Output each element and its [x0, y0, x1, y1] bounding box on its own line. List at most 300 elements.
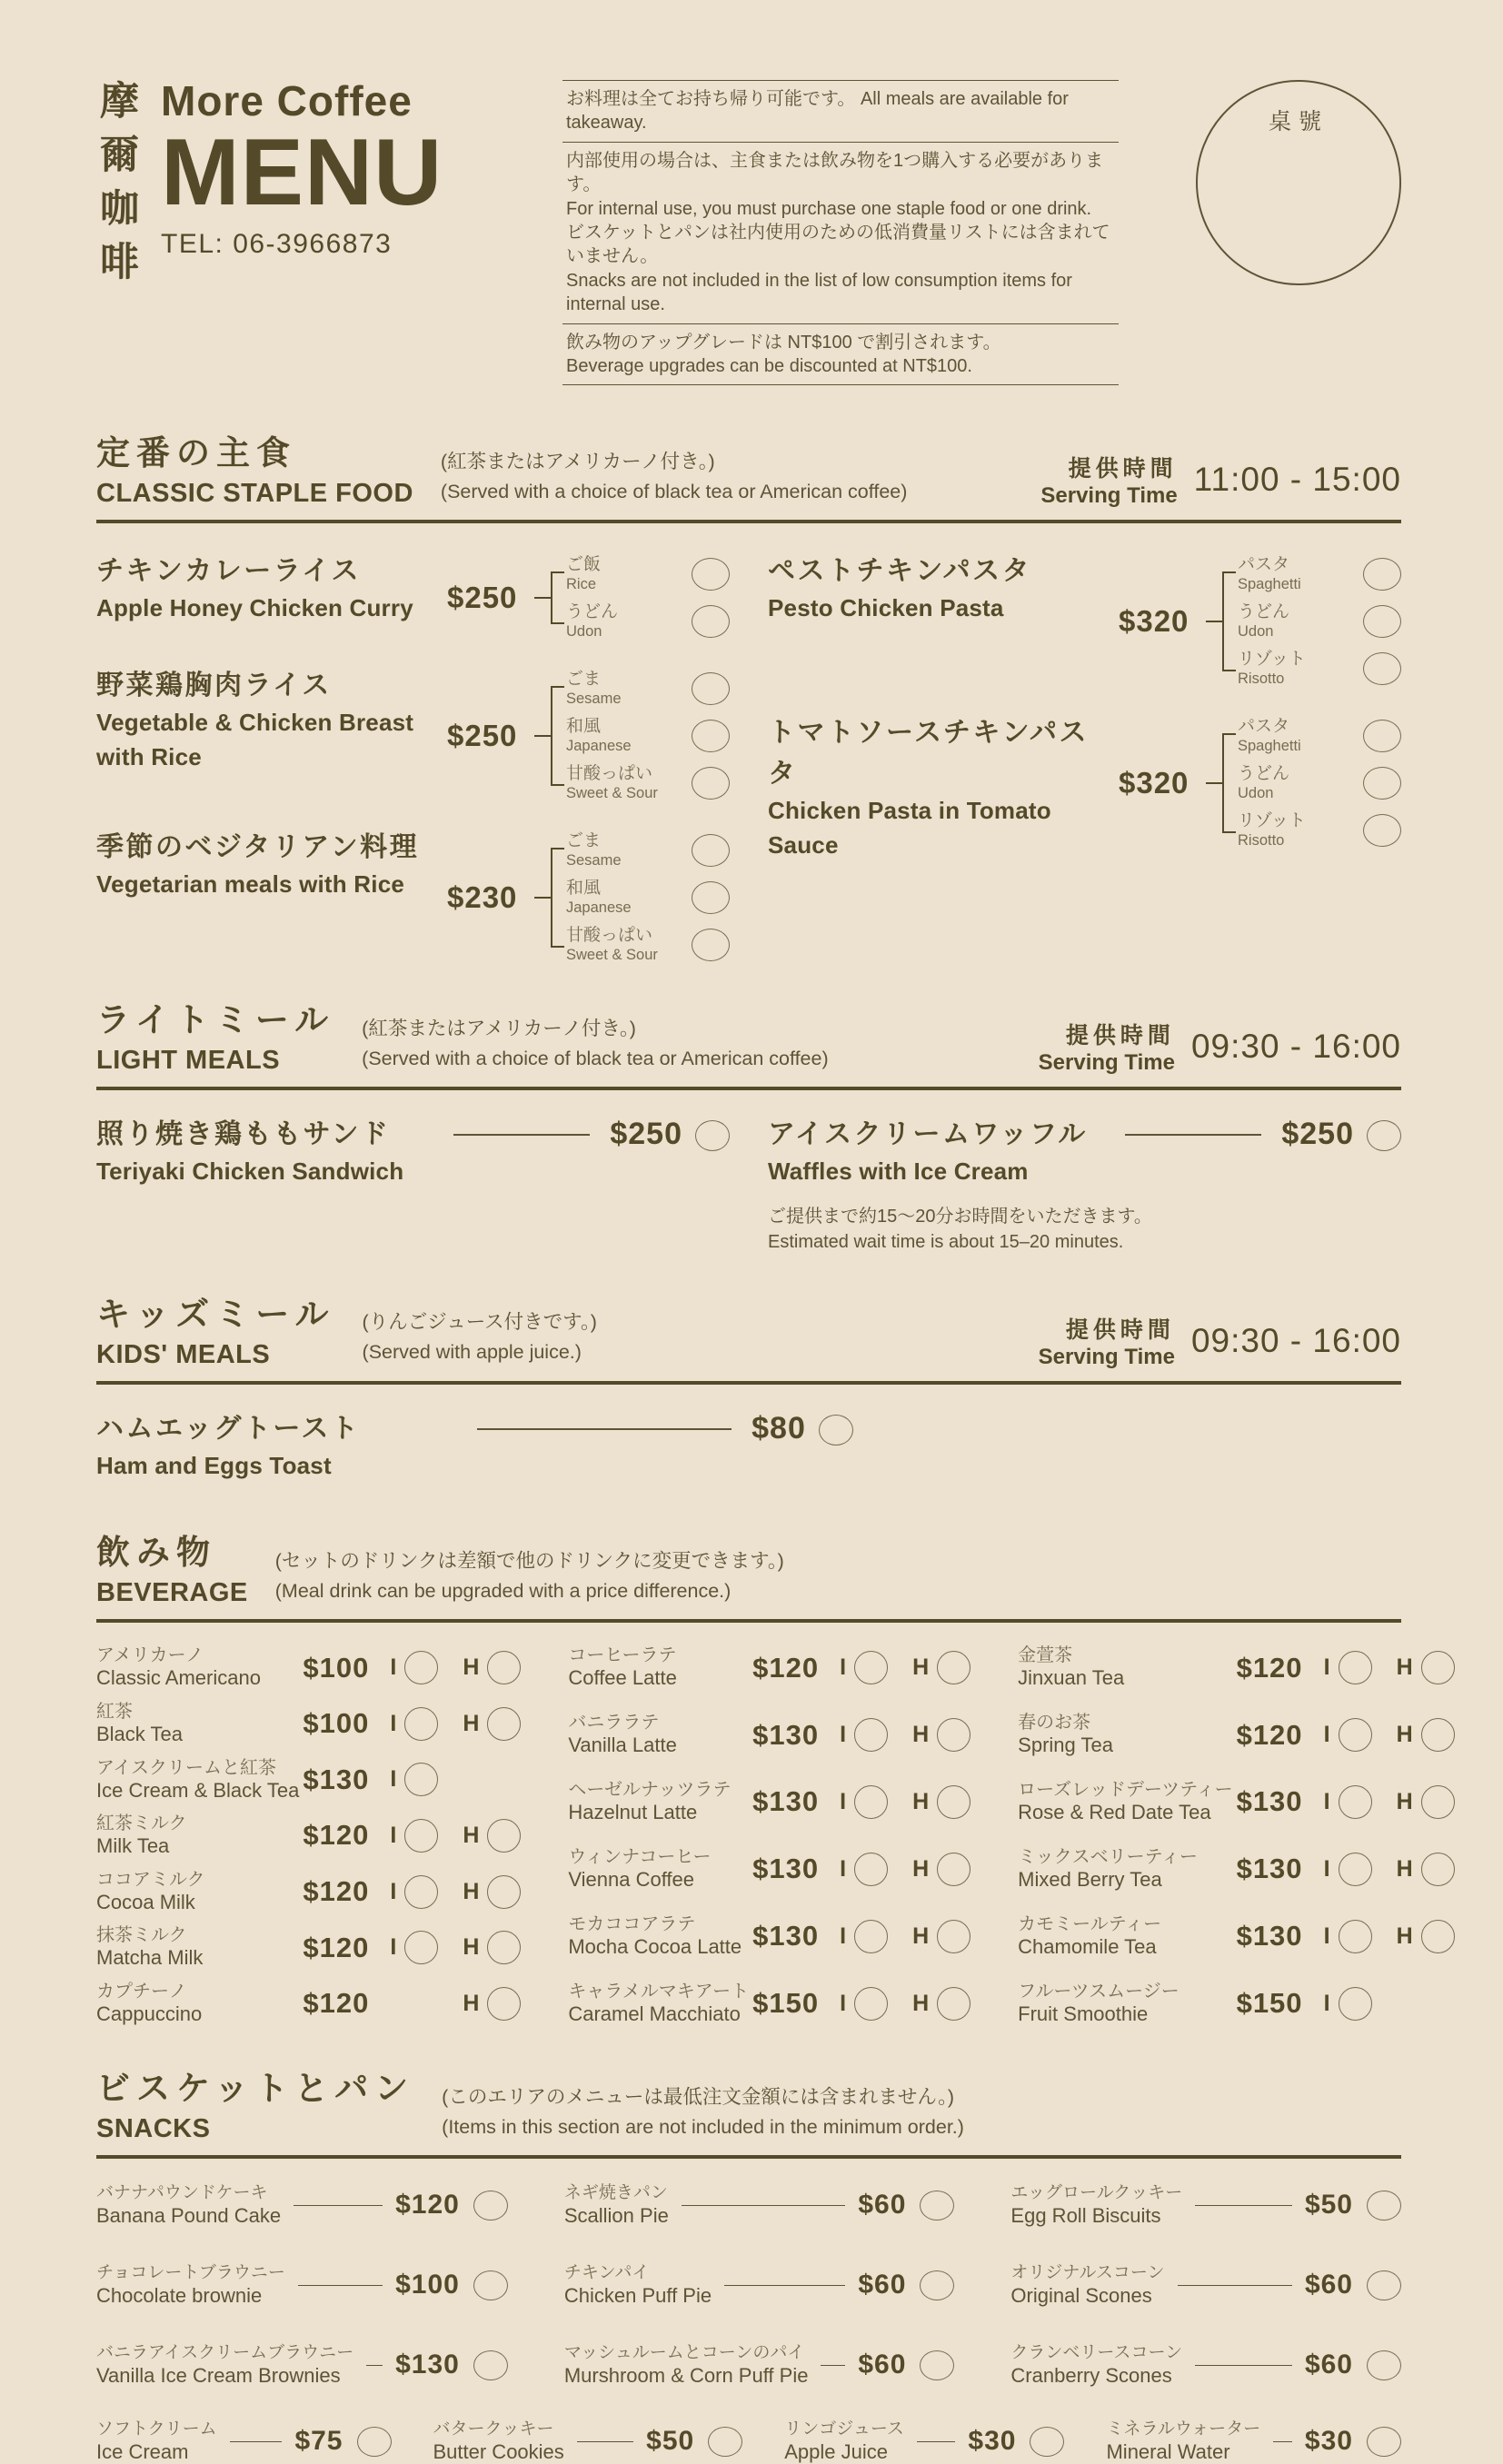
beverage-name-en: Matcha Milk: [96, 1946, 204, 1970]
wait-time-note: [768, 1204, 1401, 1256]
iced-select-circle[interactable]: [404, 1819, 438, 1853]
option-labels: [566, 670, 692, 708]
hot-select-circle[interactable]: [487, 1707, 521, 1741]
beverage-price: $130: [752, 1718, 820, 1751]
bracket-dash: [534, 897, 551, 899]
beverage-name-jp: カプチーノ: [96, 1982, 187, 2002]
option-name-en: Japanese: [566, 737, 632, 754]
hot-select-circle[interactable]: [1421, 1785, 1455, 1819]
section-note-jp: (紅茶またはアメリカーノ付き。): [440, 450, 715, 472]
snack-name-en: Original Scones: [1010, 2283, 1152, 2307]
beverage-name-en: Cocoa Milk: [96, 1890, 195, 1913]
order-select-circle[interactable]: [920, 2191, 954, 2221]
section-header-light-meals: [96, 992, 1401, 1090]
iced-select-circle[interactable]: [1339, 1987, 1372, 2021]
order-select-circle[interactable]: [920, 2270, 954, 2300]
option-name-en: Sesame: [566, 690, 622, 707]
dish-options: [1238, 712, 1401, 854]
beverage-price: $130: [752, 1853, 820, 1885]
option-labels: [566, 764, 692, 802]
beverage-names: [568, 1779, 752, 1824]
dish-name-jp: 野菜鶏胸肉ライス: [96, 671, 332, 701]
beverage-price: $150: [1236, 1987, 1303, 2020]
price-rule: [577, 2441, 633, 2443]
hot-slot: [1397, 1853, 1469, 1886]
beverage-name-en: Vienna Coffee: [568, 1868, 694, 1892]
section-note-en: (Served with apple juice.): [362, 1341, 582, 1364]
option-labels: [1238, 717, 1363, 755]
iced-label: I: [840, 1788, 847, 1814]
beverage-row: [96, 1701, 535, 1746]
dish-name-en: Ham and Eggs Toast: [96, 1451, 332, 1479]
snack-item: [784, 2419, 1064, 2464]
hot-label: H: [463, 1654, 480, 1681]
beverage-name-en: Mocha Cocoa Latte: [568, 1935, 742, 1959]
option-name-en: Risotto: [1238, 670, 1285, 687]
snack-name-en: Banana Pound Cake: [96, 2203, 282, 2227]
section-title-jp: 定番の主食: [96, 434, 296, 472]
snack-name-jp: バニラアイスクリームブラウニー: [96, 2343, 354, 2363]
hot-select-circle[interactable]: [937, 1853, 970, 1886]
section-header-snacks: [96, 2061, 1401, 2159]
dish-name-jp: ペストチキンパスタ: [768, 556, 1032, 587]
option-select-circle[interactable]: [692, 558, 730, 591]
iced-label: I: [390, 1934, 397, 1961]
iced-slot: [1324, 1987, 1397, 2021]
snack-name-jp: クランベリースコーン: [1010, 2343, 1183, 2363]
beverage-names: [568, 1712, 752, 1757]
option-select-circle[interactable]: [692, 834, 730, 867]
kids-meal-items: [96, 1408, 853, 1484]
snack-names: [433, 2419, 564, 2464]
snack-name-jp: マッシュルームとコーンのパイ: [563, 2343, 805, 2363]
beverage-name-jp: 春のお茶: [1018, 1713, 1091, 1734]
iced-label: I: [390, 1654, 397, 1681]
option-select-circle[interactable]: [1363, 720, 1401, 752]
iced-select-circle[interactable]: [1339, 1853, 1372, 1886]
iced-label: I: [840, 1722, 847, 1748]
snack-names: [1106, 2419, 1260, 2464]
dish-name-jp: 季節のベジタリアン料理: [96, 832, 420, 863]
hot-label: H: [463, 1934, 480, 1961]
section-note-jp: (セットのドリンクは差額で他のドリンクに変更できます。): [274, 1549, 784, 1572]
dish-name-en: Pesto Chicken Pasta: [768, 594, 1004, 622]
snack-name-jp: チョコレートブラウニー: [96, 2263, 285, 2283]
snack-name-jp: チキンパイ: [563, 2263, 650, 2283]
hot-select-circle[interactable]: [937, 1718, 970, 1752]
table-number-circle[interactable]: [1196, 80, 1401, 285]
option-name-en: Sesame: [566, 851, 622, 869]
option-select-circle[interactable]: [1363, 558, 1401, 591]
beverage-row: [568, 1913, 985, 1959]
hot-label: H: [1396, 1855, 1413, 1882]
shop-name: More Coffee: [161, 77, 413, 124]
note-line: 飲み物のアップグレードは NT$100 で割引されます。: [566, 332, 1001, 353]
dish-name-jp: ハムエッグトースト: [96, 1413, 361, 1444]
beverage-price: $120: [303, 1931, 370, 1963]
iced-slot: [1324, 1853, 1397, 1886]
option-name-en: Japanese: [566, 899, 632, 916]
snack-price: $50: [646, 2426, 695, 2457]
hot-slot: [463, 1819, 535, 1853]
section-titles: [96, 1525, 248, 1608]
dish-price: $250: [610, 1117, 682, 1152]
dish-name-en: Teriyaki Chicken Sandwich: [96, 1157, 404, 1186]
beverage-names: [568, 1981, 752, 2026]
dish-order-area: [1119, 712, 1401, 854]
price-rule: [453, 1134, 590, 1136]
option-labels: [566, 879, 692, 917]
option-name-en: Spaghetti: [1238, 737, 1301, 754]
hot-select-circle[interactable]: [937, 1651, 970, 1684]
hot-label: H: [1396, 1722, 1413, 1748]
option-name-jp: ご飯: [566, 555, 602, 575]
serving-label-en: Serving Time: [1040, 483, 1178, 509]
staple-items: [96, 551, 1401, 989]
iced-select-circle[interactable]: [404, 1707, 438, 1741]
iced-label: I: [840, 1855, 847, 1882]
beverage-row: [568, 1712, 985, 1757]
beverage-name-en: Caramel Macchiato: [568, 2002, 741, 2026]
beverage-price: $130: [1236, 1785, 1303, 1818]
snack-name-jp: エッグロールクッキー: [1010, 2183, 1183, 2203]
iced-label: I: [1323, 1654, 1330, 1681]
dish-order-area: [447, 827, 730, 969]
snack-name-en: Cranberry Scones: [1010, 2363, 1172, 2387]
beverage-row: [96, 1981, 535, 2026]
snack-name-en: Mineral Water: [1106, 2439, 1230, 2463]
hot-select-circle[interactable]: [487, 1819, 521, 1853]
section-title-jp: ライトミール: [96, 1001, 335, 1039]
option-row: [566, 827, 730, 874]
iced-select-circle[interactable]: [404, 1763, 438, 1796]
hot-slot: [463, 1987, 535, 2021]
option-select-circle[interactable]: [692, 672, 730, 705]
snack-column: [1010, 2182, 1401, 2388]
dish-price: $250: [447, 719, 518, 753]
snack-items: [96, 2182, 1401, 2388]
dish-names: [96, 551, 447, 626]
header-notes: [562, 80, 1119, 385]
beverage-names: [1018, 1913, 1236, 1959]
snack-item: [564, 2182, 955, 2228]
order-select-circle[interactable]: [695, 1120, 730, 1151]
option-row: [566, 921, 730, 969]
snack-price: $30: [1304, 2426, 1353, 2457]
iced-slot: [390, 1875, 463, 1909]
snack-names: [564, 2182, 669, 2228]
order-select-circle[interactable]: [1367, 1120, 1401, 1151]
snack-price: $75: [294, 2426, 343, 2457]
serving-time-value: 09:30 - 16:00: [1190, 1321, 1401, 1359]
beverage-price: $130: [1236, 1853, 1303, 1885]
hot-select-circle[interactable]: [937, 1987, 970, 2021]
menu-line-item: [768, 1114, 1401, 1189]
staple-column: [96, 551, 730, 989]
option-select-circle[interactable]: [1363, 814, 1401, 847]
option-select-circle[interactable]: [692, 767, 730, 800]
option-row: [566, 665, 730, 712]
brand-block: [161, 76, 542, 260]
order-select-circle[interactable]: [357, 2427, 392, 2457]
iced-label: I: [1323, 1788, 1330, 1814]
hot-select-circle[interactable]: [487, 1931, 521, 1964]
option-name-en: Udon: [1238, 622, 1274, 640]
bracket-dash: [1206, 621, 1222, 622]
snack-price: $60: [858, 2350, 907, 2380]
section-title-en: CLASSIC STAPLE FOOD: [96, 479, 413, 509]
section-note-jp: (このエリアのメニューは最低注文金額には含まれません。): [442, 2085, 955, 2108]
hot-select-circle[interactable]: [1421, 1718, 1455, 1752]
iced-select-circle[interactable]: [854, 1785, 888, 1819]
serving-label-jp: 提供時間: [1065, 1023, 1175, 1049]
order-select-circle[interactable]: [473, 2350, 508, 2380]
serving-time-value: 11:00 - 15:00: [1193, 461, 1401, 499]
note-line: 内部使用の場合は、主食または飲み物を1つ購入する必要があります。: [566, 150, 1104, 195]
beverage-name-jp: コーヒーラテ: [568, 1645, 677, 1666]
option-name-jp: 和風: [566, 879, 602, 899]
option-labels: [566, 831, 692, 869]
order-select-circle[interactable]: [473, 2270, 508, 2300]
note-line: お料理は全てお持ち帰り可能です。 All meals are available for takeaway.: [566, 89, 1069, 134]
shop-name-vertical: 摩爾咖啡: [95, 80, 138, 294]
order-select-circle[interactable]: [920, 2350, 954, 2380]
beverage-price: $130: [752, 1785, 820, 1818]
hot-label: H: [912, 1855, 930, 1882]
snack-item: [1106, 2419, 1401, 2464]
beverage-price: $120: [303, 1875, 370, 1908]
price-rule: [821, 2365, 845, 2367]
beverage-names: [568, 1913, 752, 1959]
iced-select-circle[interactable]: [854, 1651, 888, 1684]
iced-select-circle[interactable]: [1339, 1651, 1372, 1684]
option-row: [1238, 551, 1401, 598]
beverage-name-en: Vanilla Latte: [568, 1734, 677, 1757]
option-name-en: Spaghetti: [1238, 575, 1301, 592]
beverage-names: [1018, 1779, 1236, 1824]
iced-select-circle[interactable]: [854, 1718, 888, 1752]
order-select-circle[interactable]: [708, 2427, 742, 2457]
dish-item: [96, 551, 730, 645]
iced-slot: [390, 1819, 463, 1853]
dish-name-en: Waffles with Ice Cream: [768, 1157, 1029, 1186]
note-takeaway: [562, 80, 1119, 142]
option-row: [1238, 760, 1401, 807]
bracket-rail: [1222, 734, 1224, 832]
beverage-row: [96, 1924, 535, 1970]
hot-slot: [1397, 1920, 1469, 1953]
iced-slot: [840, 1987, 912, 2021]
beverage-price: $120: [752, 1651, 820, 1684]
hot-label: H: [463, 1990, 480, 2016]
hot-select-circle[interactable]: [1421, 1920, 1455, 1953]
hot-select-circle[interactable]: [1421, 1853, 1455, 1886]
beverage-name-jp: ローズレッドデーツティー: [1018, 1780, 1233, 1801]
iced-slot: [1324, 1785, 1397, 1819]
option-labels: [566, 926, 692, 964]
dish-options: [566, 827, 730, 969]
snack-price: $60: [858, 2270, 907, 2300]
snack-names: [784, 2419, 904, 2464]
option-name-en: Sweet & Sour: [566, 784, 658, 801]
iced-select-circle[interactable]: [854, 1853, 888, 1886]
beverage-price: $150: [752, 1987, 820, 2020]
beverage-names: [1018, 1981, 1236, 2026]
section-note-en: (Served with a choice of black tea or American coffee): [362, 1047, 829, 1069]
dish-price: $230: [447, 880, 518, 915]
snack-price: $120: [395, 2190, 460, 2221]
option-select-circle[interactable]: [692, 605, 730, 638]
option-select-circle[interactable]: [1363, 767, 1401, 800]
header: [96, 76, 1401, 385]
option-select-circle[interactable]: [1363, 652, 1401, 685]
beverage-name-en: Black Tea: [96, 1723, 183, 1746]
serving-label-jp: 提供時間: [1065, 1316, 1175, 1343]
option-name-jp: ごま: [566, 831, 602, 851]
section-header-beverage: [96, 1525, 1401, 1623]
hot-select-circle[interactable]: [937, 1920, 970, 1953]
hot-slot: [912, 1785, 985, 1819]
beverage-row: [1018, 1846, 1468, 1892]
dish-names: [96, 1408, 461, 1484]
bracket-rail: [551, 572, 552, 623]
option-select-circle[interactable]: [692, 929, 730, 961]
beverage-row: [1018, 1712, 1468, 1757]
iced-slot: [390, 1707, 463, 1741]
price-rule: [366, 2365, 383, 2367]
serving-labels: [1039, 1018, 1175, 1076]
hot-slot: [463, 1931, 535, 1964]
hot-label: H: [463, 1878, 480, 1904]
iced-slot: [840, 1785, 912, 1819]
hot-slot: [1397, 1785, 1469, 1819]
wait-time-note-jp: ご提供まで約15〜20分お時間をいただきます。: [768, 1206, 1152, 1227]
serving-labels: [1040, 451, 1177, 509]
iced-slot: [390, 1651, 463, 1684]
option-name-jp: 和風: [566, 717, 602, 737]
snack-price: $60: [858, 2190, 907, 2221]
iced-select-circle[interactable]: [404, 1931, 438, 1964]
section-note-en: (Served with a choice of black tea or American coffee): [440, 480, 908, 502]
dish-price: $250: [1281, 1117, 1354, 1152]
iced-label: I: [840, 1923, 847, 1949]
iced-select-circle[interactable]: [854, 1987, 888, 2021]
hot-label: H: [912, 1923, 930, 1949]
snack-name-en: Scallion Pie: [563, 2203, 669, 2227]
order-select-circle[interactable]: [1030, 2427, 1064, 2457]
dish-item: [96, 665, 730, 807]
order-select-circle[interactable]: [1367, 2350, 1401, 2380]
price-rule: [230, 2441, 283, 2443]
hot-select-circle[interactable]: [487, 1875, 521, 1909]
beverage-row: [1018, 1644, 1468, 1690]
dish-price: $80: [752, 1410, 806, 1446]
serving-time-block: [1040, 451, 1401, 509]
snack-name-jp: ネギ焼きパン: [563, 2183, 668, 2203]
beverage-row: [96, 1869, 535, 1914]
hot-select-circle[interactable]: [1421, 1651, 1455, 1684]
section-title-en: SNACKS: [96, 2114, 211, 2144]
price-rule: [294, 2205, 383, 2207]
beverage-name-en: Ice Cream & Black Tea: [96, 1778, 300, 1802]
option-row: [566, 760, 730, 807]
hot-slot: [463, 1651, 535, 1684]
option-labels: [566, 717, 692, 755]
iced-select-circle[interactable]: [1339, 1718, 1372, 1752]
option-select-circle[interactable]: [1363, 605, 1401, 638]
iced-slot: [840, 1651, 912, 1684]
section-note: [362, 1014, 828, 1077]
iced-select-circle[interactable]: [404, 1651, 438, 1684]
beverage-name-jp: ウィンナコーヒー: [568, 1847, 712, 1868]
iced-slot: [840, 1853, 912, 1886]
iced-select-circle[interactable]: [854, 1920, 888, 1953]
serving-label-en: Serving Time: [1038, 1344, 1175, 1369]
snack-name-jp: バナナパウンドケーキ: [96, 2183, 268, 2203]
dish-names: [768, 1114, 1109, 1189]
order-select-circle[interactable]: [1367, 2427, 1401, 2457]
beverage-names: [1018, 1712, 1236, 1757]
snack-name-en: Butter Cookies: [433, 2439, 564, 2463]
section-note: [275, 1546, 784, 1609]
dish-names: [96, 665, 447, 774]
option-name-jp: うどん: [566, 602, 619, 622]
option-labels: [566, 555, 692, 593]
beverage-names: [568, 1644, 752, 1690]
serving-label-jp: 提供時間: [1068, 456, 1178, 482]
order-select-circle[interactable]: [1367, 2191, 1401, 2221]
snack-names: [96, 2262, 285, 2308]
option-name-en: Sweet & Sour: [566, 946, 658, 963]
iced-select-circle[interactable]: [1339, 1920, 1372, 1953]
bracket-dash: [534, 597, 551, 599]
section-title-jp: ビスケットとパン: [96, 2070, 415, 2108]
hot-label: H: [912, 1722, 930, 1748]
option-select-circle[interactable]: [692, 720, 730, 752]
beverage-price: $100: [303, 1707, 370, 1740]
price-rule: [682, 2205, 846, 2207]
note-line: ビスケットとパンは社内使用のための低消費量リストには含まれていません。: [566, 222, 1110, 267]
dish-order-area: [1119, 551, 1401, 692]
hot-select-circle[interactable]: [487, 1651, 521, 1684]
beverage-row: [96, 1813, 535, 1858]
beverage-names: [1018, 1644, 1236, 1690]
order-select-circle[interactable]: [473, 2191, 508, 2221]
iced-select-circle[interactable]: [1339, 1785, 1372, 1819]
section-titles: [96, 992, 334, 1076]
beverage-row: [568, 1981, 985, 2026]
beverage-name-jp: 金萱茶: [1018, 1645, 1073, 1666]
snack-item: [564, 2342, 955, 2388]
order-select-circle[interactable]: [819, 1415, 853, 1446]
hot-label: H: [912, 1788, 930, 1814]
option-select-circle[interactable]: [692, 881, 730, 914]
beverage-name-en: Fruit Smoothie: [1018, 2002, 1149, 2026]
bracket-rail: [551, 849, 552, 947]
hot-select-circle[interactable]: [937, 1785, 970, 1819]
snack-names: [564, 2262, 712, 2308]
order-select-circle[interactable]: [1367, 2270, 1401, 2300]
beverage-name-en: Mixed Berry Tea: [1018, 1868, 1162, 1892]
section-note-en: (Items in this section are not included in the minimum order.): [442, 2116, 964, 2139]
beverage-row: [1018, 1913, 1468, 1959]
bracket-dash: [1206, 782, 1222, 784]
snack-names: [564, 2342, 809, 2388]
iced-select-circle[interactable]: [404, 1875, 438, 1909]
hot-select-circle[interactable]: [487, 1987, 521, 2021]
beverage-price: $130: [1236, 1920, 1303, 1952]
price-rule: [1178, 2285, 1292, 2287]
